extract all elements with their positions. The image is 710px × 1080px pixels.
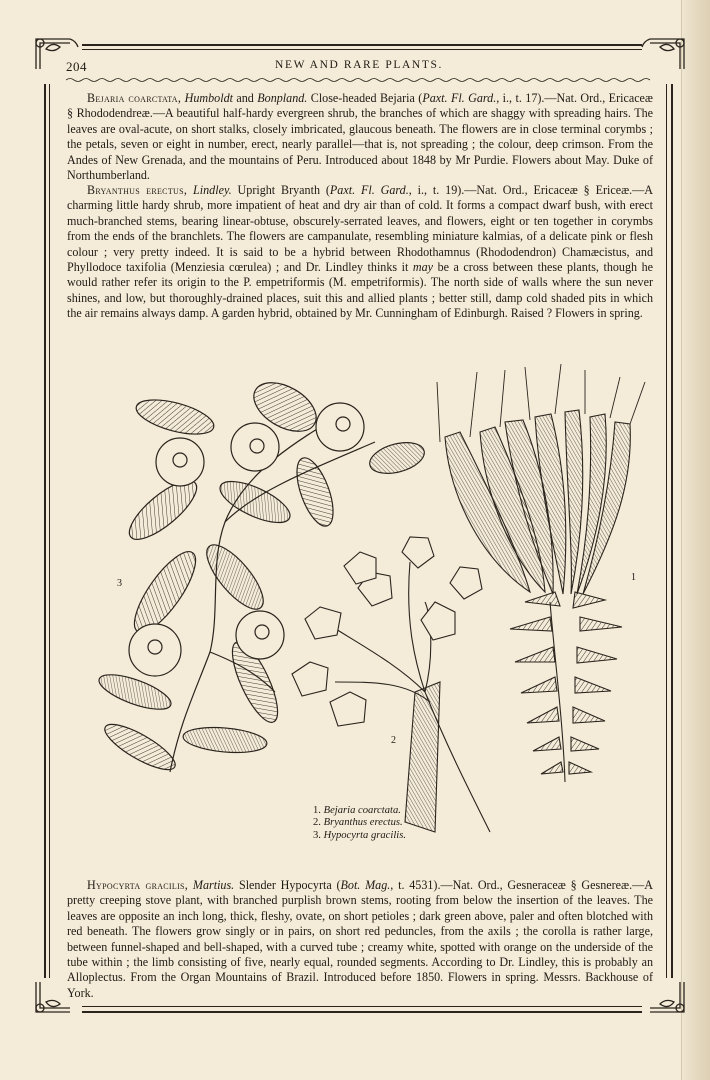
- frame-right-rule-inner: [666, 84, 667, 978]
- text-run: Upright Bryanth (: [231, 183, 330, 197]
- header-underline: [66, 76, 652, 84]
- frame-top-rule: [82, 44, 642, 46]
- authority: Martius.: [192, 878, 235, 892]
- botanical-illustration: [85, 362, 655, 842]
- figure-bryanthus: [292, 537, 490, 832]
- authority: Humboldt: [184, 91, 233, 105]
- legend-name: Bryanthus erectus.: [323, 817, 403, 829]
- text-run: Close-headed Bejaria (: [307, 91, 423, 105]
- entry-text: be a cross between these plants, though he would rather refer its origin to the P. empetriformis (M. empetriformis). The north side of walls where the sun never shines, and low, but thoroughly-drained places, suit this and allied plants ; better still, damp cold shaded pits in which the air remains always damp. A garden hybrid, obtained by Mr. Cunningham of Edinburgh. Raised ? Flowers in spring.: [67, 260, 653, 321]
- legend-name: Hypocyrta gracilis.: [323, 829, 406, 841]
- legend-number: 2.: [313, 817, 321, 829]
- frame-bottom-rule-inner: [82, 1006, 642, 1007]
- plant-name: Hypocyrta gracilis,: [87, 878, 189, 892]
- emphasis: may: [412, 260, 434, 275]
- entry-bryanthus: [67, 183, 653, 322]
- figure-number-2: 2: [391, 735, 396, 746]
- reference: Paxt. Fl. Gard.: [329, 183, 409, 197]
- page-number: 204: [66, 59, 87, 74]
- legend-item: [313, 805, 406, 817]
- legend-number: 3.: [313, 829, 321, 841]
- frame-left-rule-inner: [49, 84, 50, 978]
- entry-text: , t. 4531).—Nat. Ord., Gesneraceæ § Gesnereæ.—A pretty creeping stove plant, with branched purplish brown stems, rooting from below the insertion of the leaves. The leaves are opposite an inch long, thick, fleshy, ovate, on short petioles ; dark green above, paler and often blotched with red beneath. The flowers grow singly or in pairs, on short red peduncles, from the axils ; the corolla is rather large, between funnel-shaped and bell-shaped, with a curved tube ; creamy white, spotted with orange on the underside of the tube within ; the limb consisting of five, nearly equal, rounded segments. According to Dr. Lindley, this is probably an Alloplectus. From the Organ Mountains of Brazil. Introduced before 1850. Flowers in spring. Messrs. Backhouse of York.: [67, 878, 653, 1000]
- frame-top-rule-inner: [82, 49, 642, 50]
- plant-name: Bryanthus erectus,: [87, 183, 188, 197]
- page-header: [66, 59, 652, 77]
- authority: Bonpland.: [257, 91, 308, 105]
- legend-item: [313, 817, 406, 829]
- frame-bottom-rule: [82, 1011, 642, 1013]
- text-run: Slender Hypocyrta (: [234, 878, 341, 892]
- figure-legend: [313, 805, 406, 842]
- frame-right-rule: [671, 84, 673, 978]
- entry-text: , i., t. 19).—Nat. Ord., Ericaceæ § Ericeæ.—A charming little hardy shrub, more impatient of heat and dry air than of cold. It forms a compact dwarf bush, with erect much-branched stems, bearing linear-obtuse, obscurely-serrated leaves, and flowers, eight or ten together in corymbs from the ends of the branchlets. The flowers are campanulate, resembling miniature kalmias, of a delicate pink or flesh colour ; very pretty indeed. It is said to be a hybrid between Rhodothamnus (Rhododendron) Chamæcistus, and Phyllodoce taxifolia (Menziesia cœrulea) ; and Dr. Lindley thinks it: [67, 183, 653, 275]
- page-edge: [681, 0, 710, 1080]
- running-head: NEW AND RARE PLANTS.: [275, 59, 443, 71]
- entry-hypocyrta: [67, 878, 653, 1001]
- frame-left-rule: [44, 84, 46, 978]
- figure-number-1: 1: [631, 572, 636, 583]
- entry-text: , i., t. 17).—Nat. Ord., Ericaceæ § Rhododendreæ.—A beautiful half-hardy evergreen shrub, the branches of which are shaggy with spreading hairs. The leaves are oval-acute, on short stalks, closely imbricated, glaucous beneath. The flowers are in close terminal corymbs ; the petals, seven or eight in number, erect, nearly parallel—that is, not spreading ; the colour, deep crimson. From the Andes of New Grenada, and the mountains of Peru. Introduced about 1848 by Mr Purdie. Flowers about May. Duke of Northumberland.: [67, 91, 653, 183]
- legend-name: Bejaria coarctata.: [323, 805, 401, 816]
- authority: Lindley.: [193, 183, 232, 197]
- reference: Paxt. Fl. Gard.: [422, 91, 497, 105]
- text-run: and: [232, 91, 258, 105]
- legend-item: [313, 830, 406, 842]
- figure-number-3: 3: [117, 578, 122, 589]
- reference: Bot. Mag.: [340, 878, 391, 892]
- entry-bejaria: [67, 91, 653, 183]
- plant-name: Bejaria coarctata,: [87, 91, 182, 105]
- legend-number: 1.: [313, 805, 321, 816]
